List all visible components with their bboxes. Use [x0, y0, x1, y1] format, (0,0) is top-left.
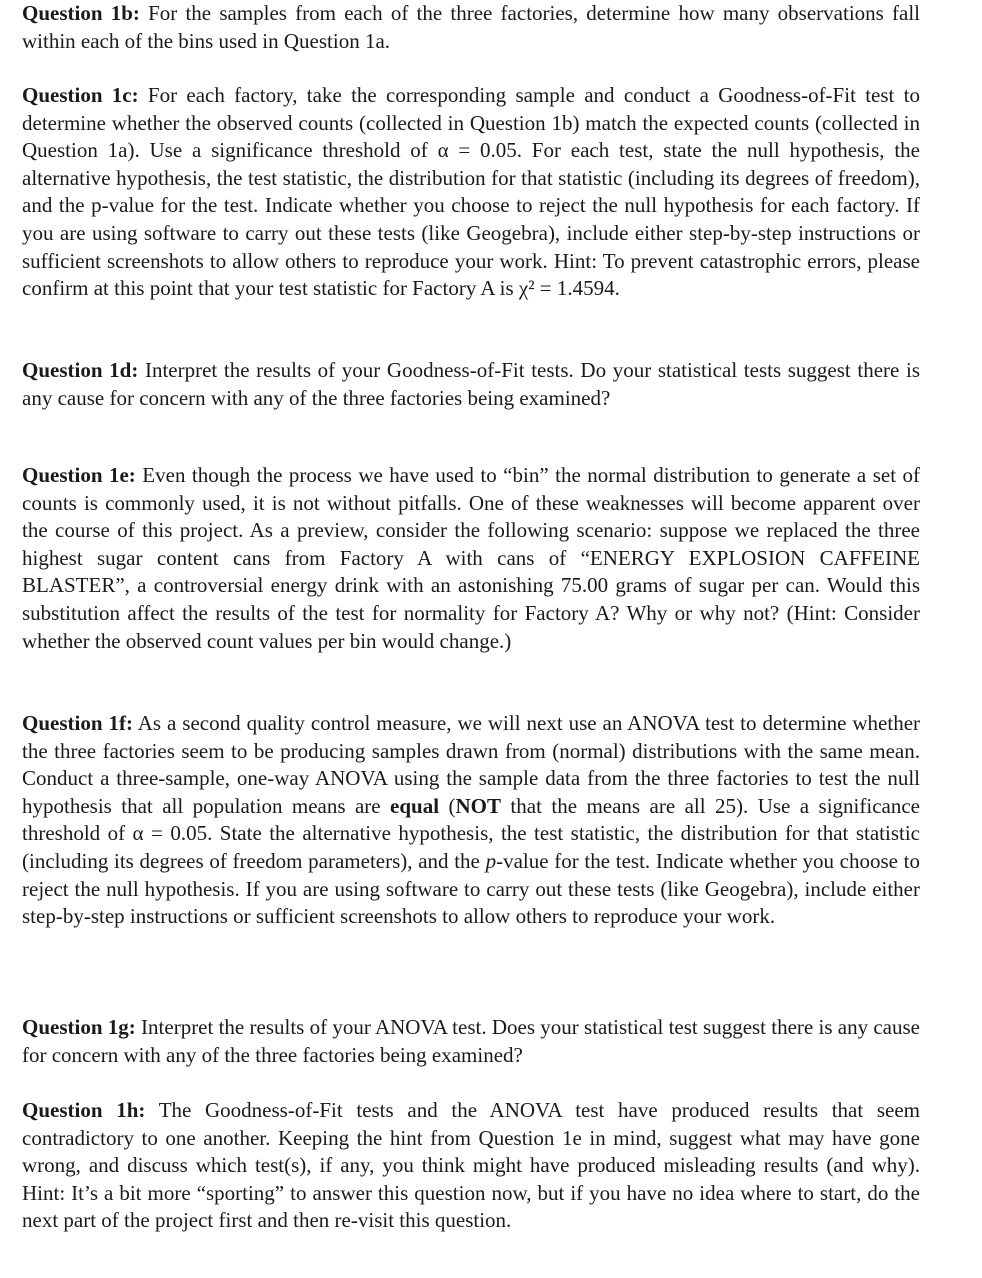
question-1b [22, 0, 920, 55]
question-text: Interpret the results of your Goodness-of-Fit tests. Do your statistical tests suggest there is any cause for concern with any of the three factories being examined? [22, 358, 921, 410]
question-text: that the means are all 25). Use a significance threshold of α = 0.05. State the alternative hypothesis, the test statistic, the distribution for that statistic (including its degrees of freedom parameters), and the [22, 793, 921, 873]
emphasis-not: NOT [455, 793, 501, 818]
question-text: -value for the test. Indicate whether you choose to reject the null hypothesis. If you are using software to carry out these tests (like Geogebra), include either step-by-step instructions or sufficient screenshots to allow others to reproduce your work. [22, 848, 921, 929]
question-label: Question 1d: [22, 358, 139, 382]
emphasis-equal: equal [390, 793, 440, 818]
math-p: p [485, 848, 497, 873]
question-label: Question 1h: [22, 1098, 146, 1122]
question-1e [22, 462, 920, 655]
question-text: Even though the process we have used to “bin” the normal distribution to generate a set of counts is commonly used, it is not without pitfalls. One of these weaknesses will become apparent over the course of this project. As a preview, consider the following scenario: suppose we replaced the three highest sugar content cans from Factory A with cans of “ENERGY EXPLOSION CAFFEINE BLASTER”, a controversial energy drink with an astonishing 75.00 grams of sugar per can. Would this substitution affect the results of the test for normality for Factory A? Why or why not? (Hint: Consider whether the observed count values per bin would change.) [22, 463, 921, 653]
question-1c [22, 82, 920, 303]
question-label: Question 1b: [22, 1, 140, 25]
question-text: ( [439, 793, 456, 818]
question-text: For each factory, take the corresponding sample and conduct a Goodness-of-Fit test to determine whether the observed counts (collected in Question 1b) match the expected counts (collected in Question 1a). Use a significance threshold of α = 0.05. For each test, state the null hypothesis, the alternative hypothesis, the test statistic, the distribution for that statistic (including its degrees of freedom), and the p-value for the test. Indicate whether you choose to reject the null hypothesis for each factory. If you are using software to carry out these tests (like Geogebra), include either step-by-step instructions or sufficient screenshots to allow others to reproduce your work. Hint: To prevent catastrophic errors, please confirm at this point that your test statistic for Factory A is χ² = 1.4594. [22, 83, 920, 301]
question-1g [22, 1014, 920, 1069]
question-text: Interpret the results of your ANOVA test. Does your statistical test suggest there is any cause for concern with any of the three factories being examined? [22, 1015, 920, 1067]
question-1f [22, 710, 920, 931]
question-1d [22, 357, 920, 412]
question-text: The Goodness-of-Fit tests and the ANOVA test have produced results that seem contradictory to one another. Keeping the hint from Question 1e in mind, suggest what may have gone wrong, and discuss which test(s), if any, you think might have produced misleading results (and why). Hint: It’s a bit more “sporting” to answer this question now, but if you have no idea where to start, do the next part of the project first and then re-visit this question. [22, 1098, 921, 1233]
question-label: Question 1g: [22, 1015, 136, 1039]
question-text: For the samples from each of the three factories, determine how many observations fall within each of the bins used in Question 1a. [22, 1, 921, 53]
question-1h [22, 1097, 920, 1235]
question-label: Question 1c: [22, 83, 139, 107]
question-label: Question 1f: [22, 711, 133, 735]
question-text: As a second quality control measure, we will next use an ANOVA test to determine whether the three factories seem to be producing samples drawn from (normal) distributions with the same mean. Conduct a three-sample, one-way ANOVA using the sample data from the three factories to test the null hypothesis that all population means are [22, 711, 921, 818]
question-label: Question 1e: [22, 463, 136, 487]
